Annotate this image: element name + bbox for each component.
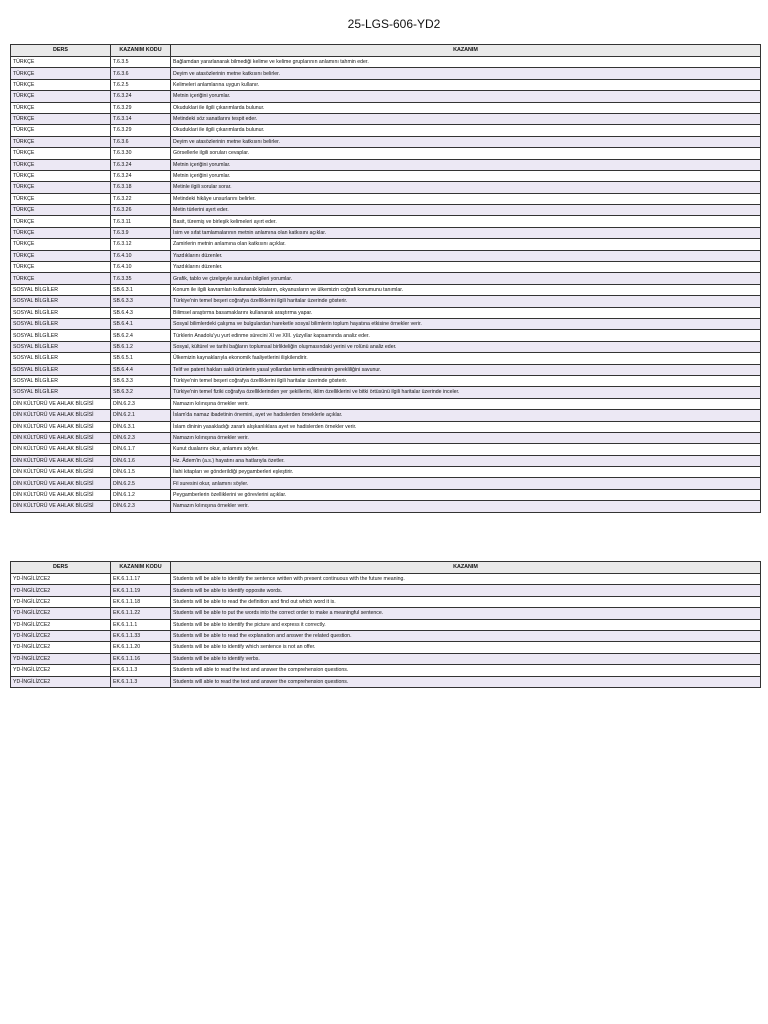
cell-ders: YD-İNGİLİZCE2 [11, 642, 111, 653]
cell-kazanim-kodu: EK.6.1.1.3 [111, 665, 171, 676]
cell-kazanim-kodu: T.6.3.24 [111, 91, 171, 102]
header-kazanim-kodu: KAZANIM KODU [111, 562, 171, 574]
cell-kazanim: Okuduklari ile ilgili çıkarımlarda bulunur. [171, 102, 761, 113]
table-header-row [11, 45, 761, 57]
cell-kazanim-kodu: T.6.3.26 [111, 205, 171, 216]
cell-kazanim-kodu: DİN.6.2.3 [111, 501, 171, 512]
table-row [11, 608, 761, 619]
cell-ders: DİN KÜLTÜRÜ VE AHLAK BİLGİSİ [11, 410, 111, 421]
table-row [11, 387, 761, 398]
table-row [11, 307, 761, 318]
cell-kazanim: Metnin içeriğini yorumlar. [171, 91, 761, 102]
cell-kazanim: Grafik, tablo ve çizelgeyle sunulan bilgileri yorumlar. [171, 273, 761, 284]
cell-kazanim-kodu: SB.6.3.3 [111, 296, 171, 307]
header-kazanim: KAZANIM [171, 45, 761, 57]
cell-kazanim: Students will be able to identify verbs. [171, 653, 761, 664]
table-row [11, 91, 761, 102]
cell-ders: TÜRKÇE [11, 125, 111, 136]
cell-ders: YD-İNGİLİZCE2 [11, 619, 111, 630]
cell-ders: YD-İNGİLİZCE2 [11, 653, 111, 664]
cell-kazanim: Yazdıklarını düzenler. [171, 262, 761, 273]
cell-kazanim-kodu: SB.6.3.3 [111, 375, 171, 386]
cell-kazanim-kodu: T.6.3.5 [111, 57, 171, 68]
cell-kazanim-kodu: EK.6.1.1.20 [111, 642, 171, 653]
cell-ders: DİN KÜLTÜRÜ VE AHLAK BİLGİSİ [11, 489, 111, 500]
cell-kazanim: İsim ve sıfat tamlamalarının metnin anlamına olan katkısını açıklar. [171, 227, 761, 238]
table-row [11, 375, 761, 386]
table-row [11, 574, 761, 585]
table-row [11, 227, 761, 238]
cell-ders: DİN KÜLTÜRÜ VE AHLAK BİLGİSİ [11, 478, 111, 489]
cell-kazanim-kodu: T.6.2.5 [111, 79, 171, 90]
cell-kazanim: Students will able to read the text and answer the comprehension questions. [171, 665, 761, 676]
cell-kazanim-kodu: SB.6.3.2 [111, 387, 171, 398]
header-kazanim: KAZANIM [171, 562, 761, 574]
cell-kazanim: İslam dininin yasakladığı zararlı alışkanlıklara ayet ve hadislerden örnekler verir. [171, 421, 761, 432]
cell-kazanim: Türkiye'nin temel fiziki coğrafya özelliklerinden yer şekillerini, iklim özelliklerini ve bitki örtüsünü ilgili haritalar üzerinde inceler. [171, 387, 761, 398]
cell-kazanim: Sosyal bilimlerdeki çalışma ve bulgulardan hareketle sosyal bilimlerin toplum hayatına etkisine örnekler verir. [171, 318, 761, 329]
cell-ders: YD-İNGİLİZCE2 [11, 676, 111, 687]
cell-kazanim-kodu: DİN.6.1.6 [111, 455, 171, 466]
outcomes-table-main [10, 44, 761, 513]
table-row [11, 205, 761, 216]
cell-ders: TÜRKÇE [11, 170, 111, 181]
table-row [11, 250, 761, 261]
cell-kazanim-kodu: T.6.3.11 [111, 216, 171, 227]
cell-kazanim-kodu: EK.6.1.1.33 [111, 630, 171, 641]
cell-ders: TÜRKÇE [11, 148, 111, 159]
cell-kazanim: Deyim ve atasözlerinin metne katkısını belirler. [171, 68, 761, 79]
cell-kazanim-kodu: DİN.6.3.1 [111, 421, 171, 432]
table-row [11, 467, 761, 478]
cell-kazanim: Metin türlerini ayırt eder. [171, 205, 761, 216]
cell-kazanim: Görsellerle ilgili soruları cevaplar. [171, 148, 761, 159]
cell-kazanim-kodu: T.6.3.29 [111, 102, 171, 113]
document-title: 25-LGS-606-YD2 [347, 17, 441, 31]
cell-kazanim-kodu: T.6.3.29 [111, 125, 171, 136]
cell-kazanim-kodu: EK.6.1.1.3 [111, 676, 171, 687]
cell-ders: DİN KÜLTÜRÜ VE AHLAK BİLGİSİ [11, 501, 111, 512]
cell-kazanim: Türkiye'nin temel beşeri coğrafya özelliklerini ilgili haritalar üzerinde gösterir. [171, 375, 761, 386]
cell-kazanim: İlahi kitapları ve gönderildiği peygamberleri eşleştirir. [171, 467, 761, 478]
cell-ders: SOSYAL BİLGİLER [11, 341, 111, 352]
cell-kazanim: Konum ile ilgili kavramları kullanarak kıtaların, okyanusların ve ülkemizin coğrafi konumunu tanımlar. [171, 284, 761, 295]
outcomes-table-english [10, 561, 761, 688]
header-ders: DERS [11, 562, 111, 574]
cell-kazanim: Kunut dualarını okur, anlamını söyler. [171, 444, 761, 455]
cell-kazanim: Metinle ilgili sorular sorar. [171, 182, 761, 193]
table-row [11, 330, 761, 341]
cell-kazanim: Students will be able to identify opposite words. [171, 585, 761, 596]
cell-kazanim: Metnin içeriğini yorumlar. [171, 170, 761, 181]
table-row [11, 113, 761, 124]
table-row [11, 353, 761, 364]
cell-kazanim: Türkiye'nin temel beşeri coğrafya özelliklerini ilgili haritalar üzerinde gösterir. [171, 296, 761, 307]
cell-kazanim-kodu: EK.6.1.1.16 [111, 653, 171, 664]
cell-kazanim-kodu: DİN.6.2.1 [111, 410, 171, 421]
cell-kazanim: Students will be able to put the words into the correct order to make a meaningful sentence. [171, 608, 761, 619]
cell-kazanim: Basit, türemiş ve birleşik kelimeleri ayırt eder. [171, 216, 761, 227]
table-row [11, 619, 761, 630]
cell-ders: SOSYAL BİLGİLER [11, 307, 111, 318]
cell-kazanim-kodu: T.6.3.30 [111, 148, 171, 159]
table-row [11, 489, 761, 500]
cell-ders: YD-İNGİLİZCE2 [11, 585, 111, 596]
cell-kazanim: Ülkemizin kaynaklarıyla ekonomik faaliyetlerini ilişkilendirir. [171, 353, 761, 364]
cell-kazanim-kodu: T.6.3.35 [111, 273, 171, 284]
cell-kazanim: Namazın kılınışına örnekler verir. [171, 432, 761, 443]
cell-ders: SOSYAL BİLGİLER [11, 330, 111, 341]
header-kazanim-kodu: KAZANIM KODU [111, 45, 171, 57]
cell-kazanim-kodu: T.6.3.14 [111, 113, 171, 124]
cell-ders: TÜRKÇE [11, 136, 111, 147]
table-row [11, 676, 761, 687]
cell-kazanim-kodu: T.6.3.18 [111, 182, 171, 193]
cell-kazanim: Hz. Âdem'in (a.s.) hayatını ana hatlarıyla özetler. [171, 455, 761, 466]
table-row [11, 262, 761, 273]
cell-ders: YD-İNGİLİZCE2 [11, 608, 111, 619]
table-row [11, 642, 761, 653]
cell-ders: TÜRKÇE [11, 91, 111, 102]
cell-kazanim: Telif ve patent hakları sakli ürünlerin yasal yollardan temin edilmesinin gerekliliğini savunur. [171, 364, 761, 375]
cell-kazanim-kodu: DİN.6.2.3 [111, 432, 171, 443]
cell-kazanim-kodu: DİN.6.1.7 [111, 444, 171, 455]
cell-ders: YD-İNGİLİZCE2 [11, 596, 111, 607]
table-row [11, 585, 761, 596]
cell-ders: TÜRKÇE [11, 182, 111, 193]
table-row [11, 102, 761, 113]
cell-kazanim-kodu: SB.6.4.3 [111, 307, 171, 318]
cell-ders: TÜRKÇE [11, 68, 111, 79]
table-row [11, 136, 761, 147]
table-row [11, 273, 761, 284]
cell-ders: TÜRKÇE [11, 159, 111, 170]
cell-ders: SOSYAL BİLGİLER [11, 284, 111, 295]
cell-ders: TÜRKÇE [11, 205, 111, 216]
cell-kazanim-kodu: EK.6.1.1.18 [111, 596, 171, 607]
table-row [11, 364, 761, 375]
cell-ders: TÜRKÇE [11, 239, 111, 250]
table-row [11, 665, 761, 676]
cell-kazanim-kodu: DİN.6.1.5 [111, 467, 171, 478]
table-row [11, 239, 761, 250]
cell-kazanim: Bağlamdan yararlanarak bilmediği kelime ve kelime gruplarının anlamını tahmin eder. [171, 57, 761, 68]
cell-kazanim-kodu: EK.6.1.1.22 [111, 608, 171, 619]
table-row [11, 432, 761, 443]
cell-kazanim: Students will be able to identify the picture and express it correctly. [171, 619, 761, 630]
cell-kazanim: Namazın kılınışına örnekler verir. [171, 398, 761, 409]
cell-kazanim: Namazın kılınışına örnekler verir. [171, 501, 761, 512]
cell-ders: TÜRKÇE [11, 102, 111, 113]
table-row [11, 444, 761, 455]
cell-kazanim-kodu: T.6.4.10 [111, 250, 171, 261]
cell-kazanim-kodu: SB.6.3.1 [111, 284, 171, 295]
table-row [11, 596, 761, 607]
cell-kazanim: Bilimsel araştırma basamaklarını kullanarak araştırma yapar. [171, 307, 761, 318]
cell-ders: TÜRKÇE [11, 79, 111, 90]
table-row [11, 296, 761, 307]
cell-ders: SOSYAL BİLGİLER [11, 318, 111, 329]
table-row [11, 341, 761, 352]
cell-kazanim: İslam'da namaz ibadetinin önemini, ayet ve hadislerden örneklerle açıklar. [171, 410, 761, 421]
cell-kazanim: Metnin içeriğini yorumlar. [171, 159, 761, 170]
cell-kazanim: Students will be able to identify the sentence written with present continuous with the future meaning. [171, 574, 761, 585]
cell-ders: DİN KÜLTÜRÜ VE AHLAK BİLGİSİ [11, 432, 111, 443]
cell-ders: TÜRKÇE [11, 227, 111, 238]
table-row [11, 170, 761, 181]
table-row [11, 398, 761, 409]
table-row [11, 79, 761, 90]
cell-kazanim-kodu: T.6.3.6 [111, 68, 171, 79]
cell-kazanim: Students will be able to read the explanation and answer the related question. [171, 630, 761, 641]
table-row [11, 318, 761, 329]
cell-kazanim: Okuduklari ile ilgili çıkarımlarda bulunur. [171, 125, 761, 136]
cell-kazanim-kodu: DİN.6.2.5 [111, 478, 171, 489]
table-row [11, 284, 761, 295]
cell-kazanim: Türklerin Anadolu'yu yurt edinme sürecini XI ve XIII. yüzyıllar kapsamında analiz eder. [171, 330, 761, 341]
cell-kazanim: Yazdıklarını düzenler. [171, 250, 761, 261]
cell-ders: YD-İNGİLİZCE2 [11, 574, 111, 585]
cell-kazanim-kodu: T.6.3.12 [111, 239, 171, 250]
cell-kazanim-kodu: DİN.6.2.3 [111, 398, 171, 409]
table-row [11, 630, 761, 641]
cell-ders: SOSYAL BİLGİLER [11, 364, 111, 375]
cell-kazanim: Peygamberlerin özelliklerini ve görevlerini açıklar. [171, 489, 761, 500]
cell-ders: SOSYAL BİLGİLER [11, 296, 111, 307]
cell-kazanim-kodu: SB.6.5.1 [111, 353, 171, 364]
cell-kazanim-kodu: EK.6.1.1.17 [111, 574, 171, 585]
cell-ders: SOSYAL BİLGİLER [11, 375, 111, 386]
cell-kazanim: Zamirlerin metnin anlamına olan katkısını açıklar. [171, 239, 761, 250]
cell-ders: TÜRKÇE [11, 262, 111, 273]
cell-kazanim-kodu: SB.6.4.4 [111, 364, 171, 375]
table-row [11, 455, 761, 466]
cell-ders: TÜRKÇE [11, 113, 111, 124]
table-row [11, 182, 761, 193]
table-row [11, 148, 761, 159]
cell-kazanim-kodu: T.6.4.10 [111, 262, 171, 273]
table-row [11, 410, 761, 421]
cell-ders: DİN KÜLTÜRÜ VE AHLAK BİLGİSİ [11, 467, 111, 478]
table-row [11, 57, 761, 68]
table-header-row [11, 562, 761, 574]
table-row [11, 125, 761, 136]
table-row [11, 193, 761, 204]
cell-ders: TÜRKÇE [11, 250, 111, 261]
cell-ders: TÜRKÇE [11, 57, 111, 68]
table-row [11, 501, 761, 512]
cell-ders: DİN KÜLTÜRÜ VE AHLAK BİLGİSİ [11, 444, 111, 455]
table-row [11, 216, 761, 227]
cell-ders: DİN KÜLTÜRÜ VE AHLAK BİLGİSİ [11, 398, 111, 409]
table-row [11, 68, 761, 79]
cell-kazanim: Kelimeleri anlamlarına uygun kullanır. [171, 79, 761, 90]
cell-kazanim: Students will be able to identify which sentence is not an offer. [171, 642, 761, 653]
cell-kazanim-kodu: EK.6.1.1.1 [111, 619, 171, 630]
cell-kazanim: Students will be able to read the definition and find out which word it is. [171, 596, 761, 607]
table-row [11, 421, 761, 432]
cell-ders: TÜRKÇE [11, 273, 111, 284]
cell-ders: TÜRKÇE [11, 193, 111, 204]
cell-kazanim-kodu: SB.6.4.1 [111, 318, 171, 329]
cell-kazanim: Deyim ve atasözlerinin metne katkısını belirler. [171, 136, 761, 147]
cell-kazanim-kodu: T.6.3.22 [111, 193, 171, 204]
cell-ders: DİN KÜLTÜRÜ VE AHLAK BİLGİSİ [11, 421, 111, 432]
cell-ders: SOSYAL BİLGİLER [11, 353, 111, 364]
cell-kazanim-kodu: T.6.3.24 [111, 159, 171, 170]
cell-kazanim-kodu: DİN.6.1.2 [111, 489, 171, 500]
cell-kazanim: Students will able to read the text and answer the comprehension questions. [171, 676, 761, 687]
cell-kazanim-kodu: SB.6.2.4 [111, 330, 171, 341]
cell-kazanim: Metindeki hikâye unsurlarını belirler. [171, 193, 761, 204]
cell-kazanim-kodu: T.6.3.6 [111, 136, 171, 147]
cell-ders: YD-İNGİLİZCE2 [11, 630, 111, 641]
cell-ders: DİN KÜLTÜRÜ VE AHLAK BİLGİSİ [11, 455, 111, 466]
cell-ders: TÜRKÇE [11, 216, 111, 227]
cell-kazanim: Metindeki söz sanatlarını tespit eder. [171, 113, 761, 124]
header-ders: DERS [11, 45, 111, 57]
table-row [11, 478, 761, 489]
table-row [11, 159, 761, 170]
table-row [11, 653, 761, 664]
cell-kazanim-kodu: T.6.3.9 [111, 227, 171, 238]
cell-kazanim-kodu: EK.6.1.1.19 [111, 585, 171, 596]
cell-ders: SOSYAL BİLGİLER [11, 387, 111, 398]
cell-kazanim: Fil suresini okur, anlamını söyler. [171, 478, 761, 489]
cell-kazanim: Sosyal, kültürel ve tarihi bağların toplumsal birlikteliğin oluşmasındaki yerini ve rolünü analiz eder. [171, 341, 761, 352]
cell-ders: YD-İNGİLİZCE2 [11, 665, 111, 676]
cell-kazanim-kodu: T.6.3.24 [111, 170, 171, 181]
cell-kazanim-kodu: SB.6.1.2 [111, 341, 171, 352]
